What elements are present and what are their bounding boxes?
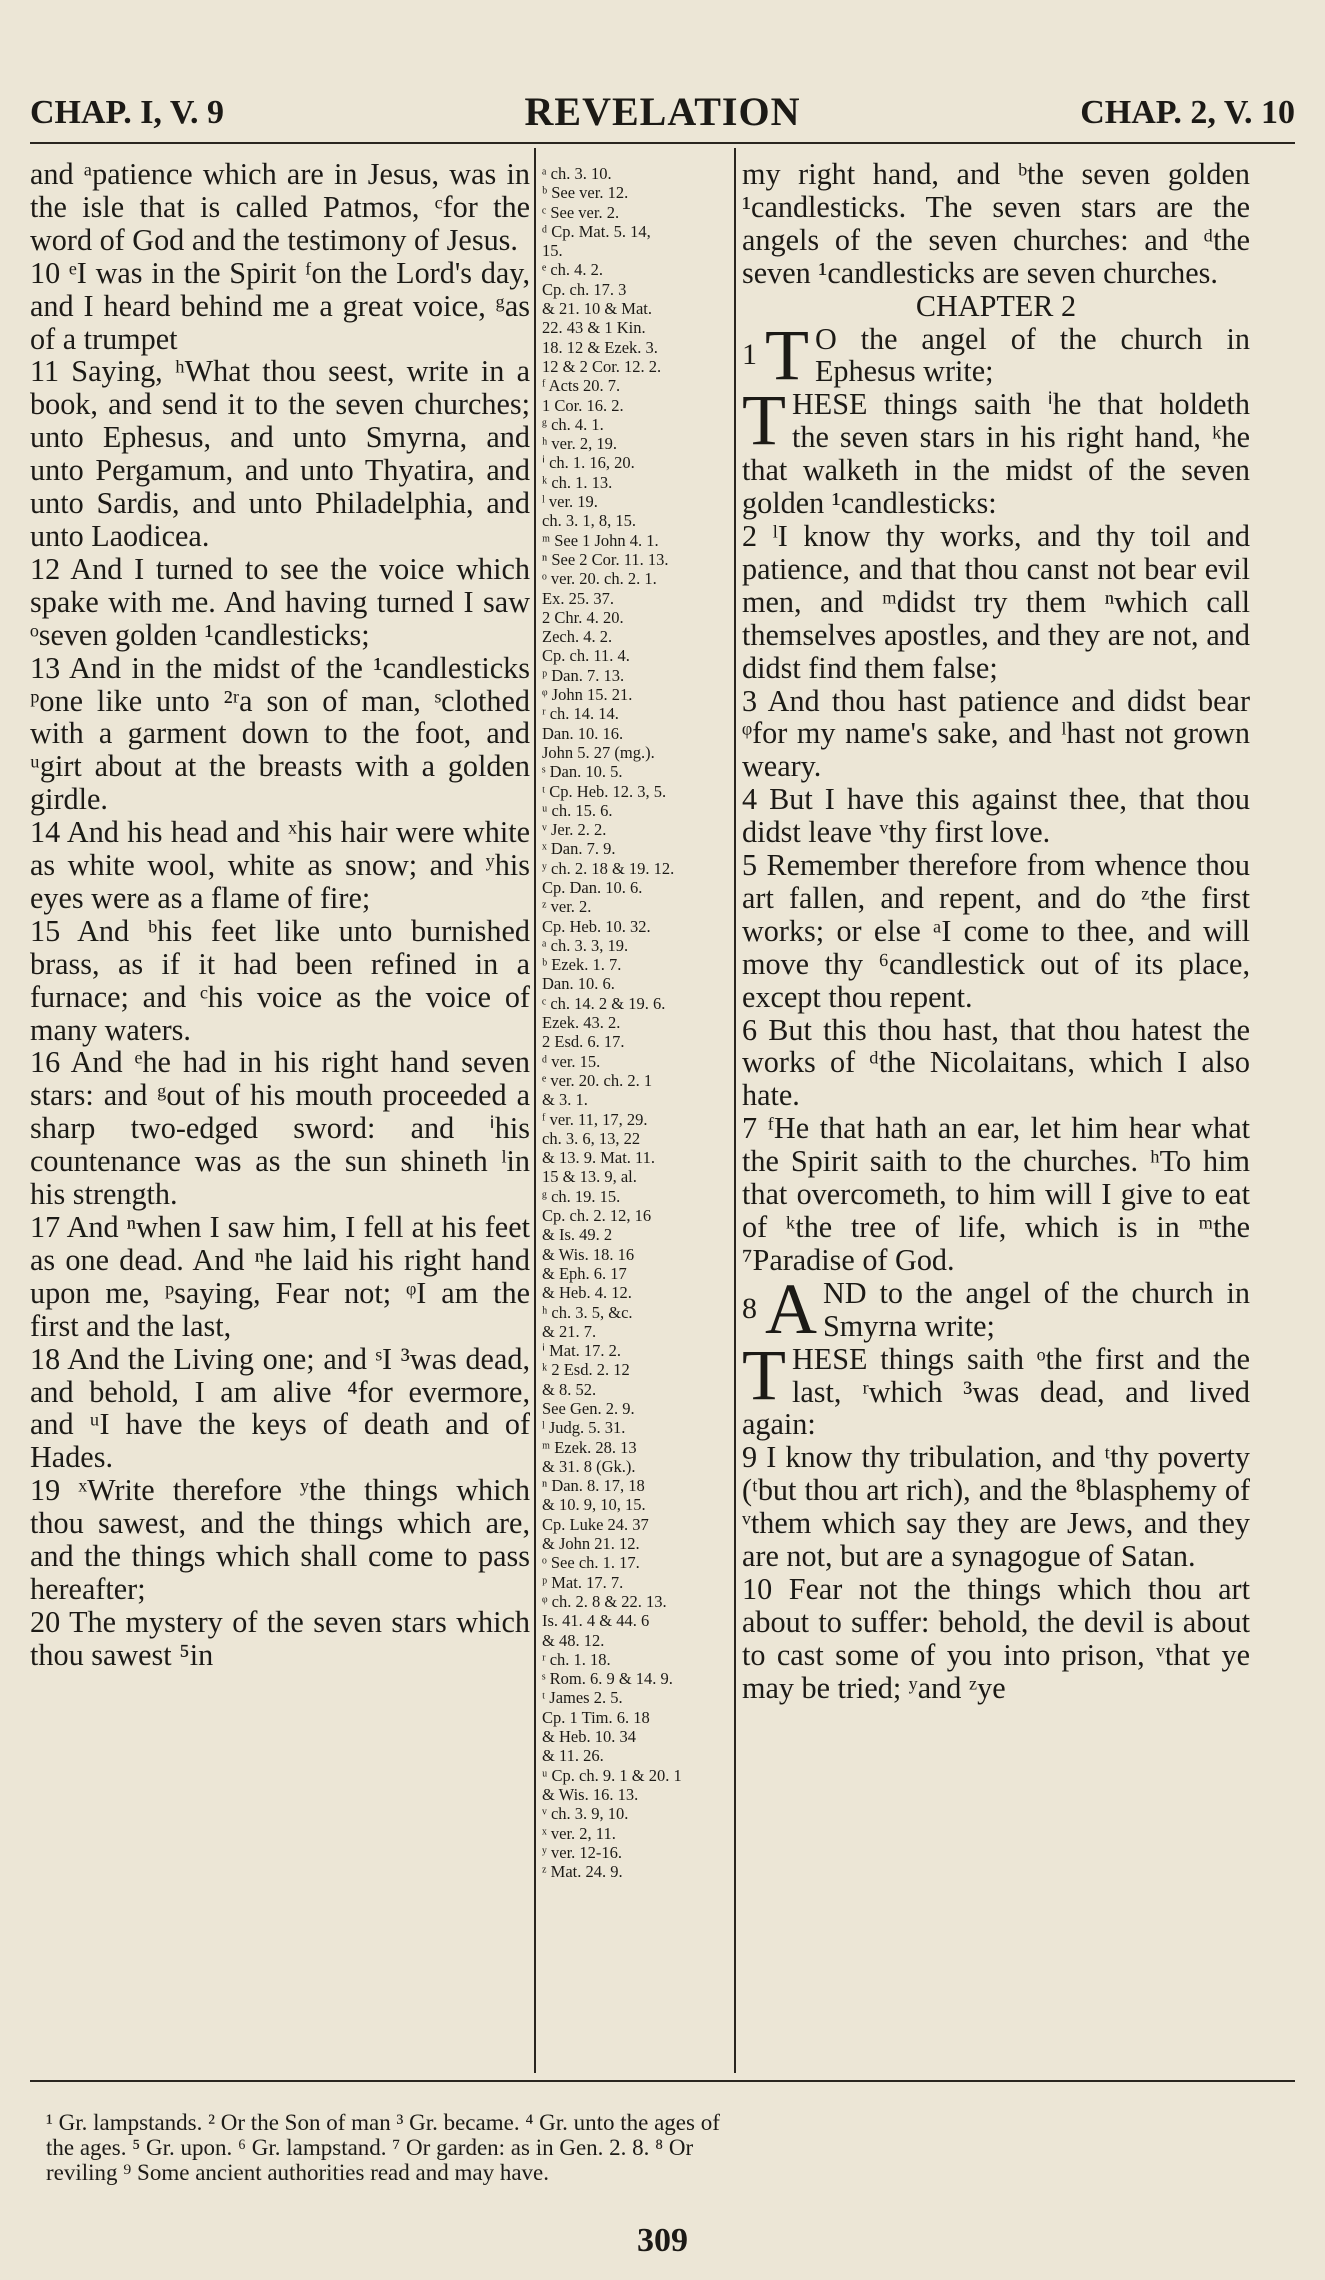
margin-ref: ᵈ ver. 15. [542,1051,601,1071]
footnote-line: ¹ Gr. lampstands. ² Or the Son of man ³ Gr. became. ⁴ Gr. unto the ages of [46,2110,720,2135]
drop-cap-a: $^8$ A [742,1268,817,1349]
margin-ref: Cp. Heb. 10. 32. [542,916,651,936]
margin-ref: ˢ Dan. 10. 5. [542,762,623,782]
margin-ref: 1 Cor. 16. 2. [542,395,624,415]
margin-ref: ᵘ Cp. ch. 9. 1 & 20. 1 [542,1765,682,1785]
margin-ref: ˣ ver. 2, 11. [542,1823,616,1843]
drop-cap-t: $^1$ T [742,314,809,395]
margin-ref: & Is. 49. 2 [542,1225,613,1245]
verse-paragraph: 15 And ᵇhis feet like unto burnished brass, as if it had been refined in a furnace; and ᶜhis voice as the voice of many waters. [30,913,530,1047]
margin-ref: John 5. 27 (mg.). [542,742,655,762]
margin-ref: & 3. 1. [542,1090,588,1110]
margin-ref: ʰ ch. 3. 5, &c. [542,1302,633,1322]
verse-paragraph: 10 Fear not the things which thou art about to suffer: behold, the devil is about to cast some of you into prison, ᵛthat ye may be tried; ʸand ᶻye [742,1571,1250,1705]
margin-ref: & Eph. 6. 17 [542,1263,627,1283]
margin-ref: & Wis. 18. 16 [542,1244,635,1264]
margin-ref: ᵠ ch. 2. 8 & 22. 13. [542,1591,667,1611]
footnote-line: reviling ⁹ Some ancient authorities read and may have. [46,2160,549,2185]
verse-paragraph: 12 And I turned to see the voice which spake with me. And having turned I saw ᵒseven golden ¹candlesticks; [30,551,530,652]
verse-paragraph: 3 And thou hast patience and didst bear ᵠfor my name's sake, and ˡhast not grown weary. [742,683,1250,784]
margin-ref: Cp. ch. 2. 12, 16 [542,1206,652,1226]
margin-ref: ᵉ ch. 4. 2. [542,260,604,280]
verse-paragraph: 10 ᵉI was in the Spirit ᶠon the Lord's day, and I heard behind me a great voice, ᵍas of a trumpet [30,255,530,356]
margin-ref: ᵏ 2 Esd. 2. 12 [542,1360,630,1380]
margin-ref: ᵇ Ezek. 1. 7. [542,955,622,975]
margin-ref: ch. 3. 6, 13, 22 [542,1128,641,1148]
verse-8b-text: HESE things saith ᵒthe first and the last, ʳwhich ³was dead, and lived again: [742,1341,1250,1442]
margin-ref: ᵐ See 1 John 4. 1. [542,530,659,550]
margin-ref: Ex. 25. 37. [542,588,614,608]
verse-paragraph: 19 ˣWrite therefore ʸthe things which thou sawest, and the things which are, and the things which shall come to pass hereafter; [30,1473,530,1606]
margin-ref: & 10. 9, 10, 15. [542,1495,646,1515]
margin-ref: ˣ Dan. 7. 9. [542,839,616,859]
margin-ref: ᵖ Mat. 17. 7. [542,1572,624,1592]
running-header [30,88,1295,140]
margin-ref: ⁱ ch. 1. 16, 20. [542,453,635,473]
left-text-column [30,158,530,1672]
margin-ref: Is. 41. 4 & 44. 6 [542,1611,650,1631]
margin-ref: Dan. 10. 16. [542,723,624,743]
margin-ref: & Wis. 16. 13. [542,1784,639,1804]
margin-ref: ʳ ch. 14. 14. [542,704,619,724]
margin-ref: Dan. 10. 6. [542,974,615,994]
margin-ref: ᵉ ver. 20. ch. 2. 1 [542,1070,653,1090]
margin-ref: ⁿ Dan. 8. 17, 18 [542,1476,645,1496]
page-number: 309 [637,2222,688,2259]
footnote-line: the ages. ⁵ Gr. upon. ⁶ Gr. lampstand. ⁷ Or garden: as in Gen. 2. 8. ⁸ Or [46,2135,694,2160]
margin-ref: ᶜ See ver. 2. [542,202,620,222]
margin-ref: & 8. 52. [542,1379,597,1399]
margin-ref: ᵇ See ver. 12. [542,183,629,203]
verse-paragraph: 7 ᶠHe that hath an ear, let him hear what the Spirit saith to the churches. ʰTo him that overcometh, to him will I give to eat of ᵏthe tree of life, which is in ᵐthe ⁷Paradise of God. [742,1111,1250,1277]
margin-ref: Ezek. 43. 2. [542,1013,621,1033]
verse-1-text: O the angel of the church in Ephesus write; [814,321,1250,389]
header-title: REVELATION [524,89,801,134]
margin-ref: ᵃ ch. 3. 3, 19. [542,935,629,955]
margin-ref: ˢ Rom. 6. 9 & 14. 9. [542,1669,673,1689]
margin-ref: Cp. Luke 24. 37 [542,1514,649,1534]
margin-ref: Zech. 4. 2. [542,627,613,647]
verse-paragraph: 11 Saying, ʰWhat thou seest, write in a book, and send it to the seven churches; unto Ephesus, and unto Smyrna, and unto Pergamum, and unto Thyatira, and unto Sardis, and unto Philadelphia, and unto Laodicea. [30,354,530,553]
verse-1 [742,314,1250,395]
margin-ref: ⁿ See 2 Cor. 11. 13. [542,549,669,569]
margin-ref: ᵛ ch. 3. 9, 10. [542,1804,629,1824]
margin-ref: 18. 12 & Ezek. 3. [542,337,658,357]
margin-ref: ᵒ ver. 20. ch. 2. 1. [542,569,657,589]
verse-8 [742,1268,1250,1349]
margin-ref: ᶠ Acts 20. 7. [542,376,621,396]
verse-paragraph: 9 I know thy tribulation, and ᵗthy poverty (ᵗbut thou art rich), and the ⁸blasphemy of ᵛthem which say they are Jews, and they are not, but are a synagogue of Satan. [742,1440,1250,1574]
margin-ref: ʰ ver. 2, 19. [542,434,617,454]
margin-ref: 2 Esd. 6. 17. [542,1032,625,1052]
margin-ref: ʳ ch. 1. 18. [542,1649,611,1669]
margin-ref: ᵃ ch. 3. 10. [542,164,612,183]
verse-number: 8 [742,1291,757,1325]
drop-cap-t3: T [742,1334,786,1415]
paragraph-intro: my right hand, and ᵇthe seven golden ¹candlesticks. The seven stars are the angels of the seven churches: and ᵈthe seven ¹candlesticks are seven churches. [742,158,1250,290]
verse-paragraph: 4 But I have this against thee, that thou didst leave ᵛthy first love. [742,782,1250,850]
margin-ref: ᶻ Mat. 24. 9. [542,1862,623,1882]
margin-ref: ʸ ch. 2. 18 & 19. 12. [542,858,675,878]
verses-9-10 [742,1441,1250,1704]
margin-ref: ᶠ ver. 11, 17, 29. [542,1109,648,1129]
verse-number: 1 [742,337,757,371]
margin-ref: & 48. 12. [542,1630,605,1650]
margin-ref: 22. 43 & 1 Kin. [542,318,646,338]
verse-paragraph: 6 But this thou hast, that thou hatest the works of ᵈthe Nicolaitans, which I also hate. [742,1012,1250,1113]
margin-ref: Cp. ch. 17. 3 [542,279,627,299]
verse-paragraph: 17 And ⁿwhen I saw him, I fell at his feet as one dead. And ⁿhe laid his right hand upon me, ᵖsaying, Fear not; ᵠI am the first and the last, [30,1210,530,1343]
margin-ref: ⁱ Mat. 17. 2. [542,1341,622,1361]
footnotes [46,2110,1285,2185]
margin-ref: ᵍ ch. 4. 1. [542,414,604,434]
header-left: CHAP. I, V. 9 [30,94,224,131]
right-text-column [742,158,1250,1705]
margin-ref: Cp. ch. 11. 4. [542,646,630,666]
margin-ref: ᵗ Cp. Heb. 12. 3, 5. [542,781,667,801]
margin-ref: 2 Chr. 4. 20. [542,607,624,627]
margin-ref: ᵠ John 15. 21. [542,685,633,705]
margin-references [542,164,728,1881]
margin-ref: & 21. 7. [542,1321,597,1341]
verse-8-text: ND to the angel of the church in Smyrna write; [823,1275,1250,1343]
verse-paragraph: 14 And his head and ˣhis hair were white as white wool, white as snow; and ʸhis eyes were as a flame of fire; [30,815,530,915]
margin-ref: 12 & 2 Cor. 12. 2. [542,356,662,376]
margin-ref: ʸ ver. 12-16. [542,1842,623,1862]
margin-ref: ᵘ ch. 15. 6. [542,800,613,820]
margin-ref: ᵗ James 2. 5. [542,1688,623,1708]
margin-ref: Cp. 1 Tim. 6. 18 [542,1707,650,1727]
margin-ref: ˡ ver. 19. [542,492,598,512]
margin-ref: ˡ Judg. 5. 31. [542,1418,626,1438]
margin-ref: ᶜ ch. 14. 2 & 19. 6. [542,993,666,1013]
margin-ref: ᵍ ch. 19. 15. [542,1186,621,1206]
margin-ref: 15 & 13. 9, al. [542,1167,637,1187]
verse-1b-text: HESE things saith ⁱhe that holdeth the seven stars in his right hand, ᵏhe that walketh in the midst of the seven golden ¹candlesticks: [742,387,1250,521]
verse-paragraph: 2 ˡI know thy works, and thy toil and patience, and that thou canst not bear evil men, and ᵐdidst try them ⁿwhich call themselves apostles, and they are not, and didst find them false; [742,518,1250,685]
verse-paragraph: and ᵃpatience which are in Jesus, was in the isle that is called Patmos, ᶜfor the word of God and the testimony of Jesus. [30,158,530,257]
margin-ref: & 11. 26. [542,1746,604,1766]
margin-ref: 15. [542,241,563,261]
header-rule [30,142,1295,144]
margin-ref: ch. 3. 1, 8, 15. [542,511,636,531]
margin-ref: ᵒ See ch. 1. 17. [542,1553,640,1573]
margin-ref: ᵖ Dan. 7. 13. [542,665,625,685]
margin-ref: ᵛ Jer. 2. 2. [542,820,607,840]
margin-ref: & John 21. 12. [542,1534,640,1554]
footnote-rule [30,2080,1295,2082]
verse-paragraph: 16 And ᵉhe had in his right hand seven stars: and ᵍout of his mouth proceeded a sharp two-edged sword: and ⁱhis countenance was as the sun shineth ˡin his strength. [30,1045,530,1212]
margin-ref: ᵏ ch. 1. 13. [542,472,613,492]
drop-cap-t2: T [742,380,786,461]
verse-paragraph: 5 Remember therefore from whence thou art fallen, and repent, and do ᶻthe first works; or else ᵃI come to thee, and will move thy ⁶candlestick out of its place, except thou repent. [742,848,1250,1014]
verse-1b [742,380,1250,521]
margin-ref: & 13. 9. Mat. 11. [542,1148,656,1168]
margin-ref: & 21. 10 & Mat. [542,299,652,319]
margin-ref: ᶻ ver. 2. [542,897,592,917]
margin-ref: & Heb. 10. 34 [542,1727,636,1747]
verse-paragraph: 20 The mystery of the seven stars which thou sawest ⁵in [30,1604,530,1672]
margin-ref: & Heb. 4. 12. [542,1283,632,1303]
verse-paragraph: 18 And the Living one; and ˢI ³was dead, and behold, I am alive ⁴for evermore, and ᵘI have the keys of death and of Hades. [30,1341,530,1475]
margin-ref: See Gen. 2. 9. [542,1399,635,1418]
verse-paragraph: 13 And in the midst of the ¹candlesticks ᵖone like unto ²ʳa son of man, ˢclothed with a garment down to the foot, and ᵘgirt about at the breasts with a golden girdle. [30,650,530,817]
chapter-heading: CHAPTER 2 [915,288,1077,323]
margin-ref: ᵐ Ezek. 28. 13 [542,1437,637,1457]
column-rule-right [734,148,736,2073]
verses-2-7 [742,520,1250,1277]
header-right: CHAP. 2, V. 10 [1080,94,1295,131]
margin-ref: ᵈ Cp. Mat. 5. 14, [542,221,651,241]
column-rule-left [534,148,536,2073]
margin-ref: Cp. Dan. 10. 6. [542,877,643,897]
margin-ref: & 31. 8 (Gk.). [542,1456,636,1476]
verse-8b [742,1334,1250,1442]
